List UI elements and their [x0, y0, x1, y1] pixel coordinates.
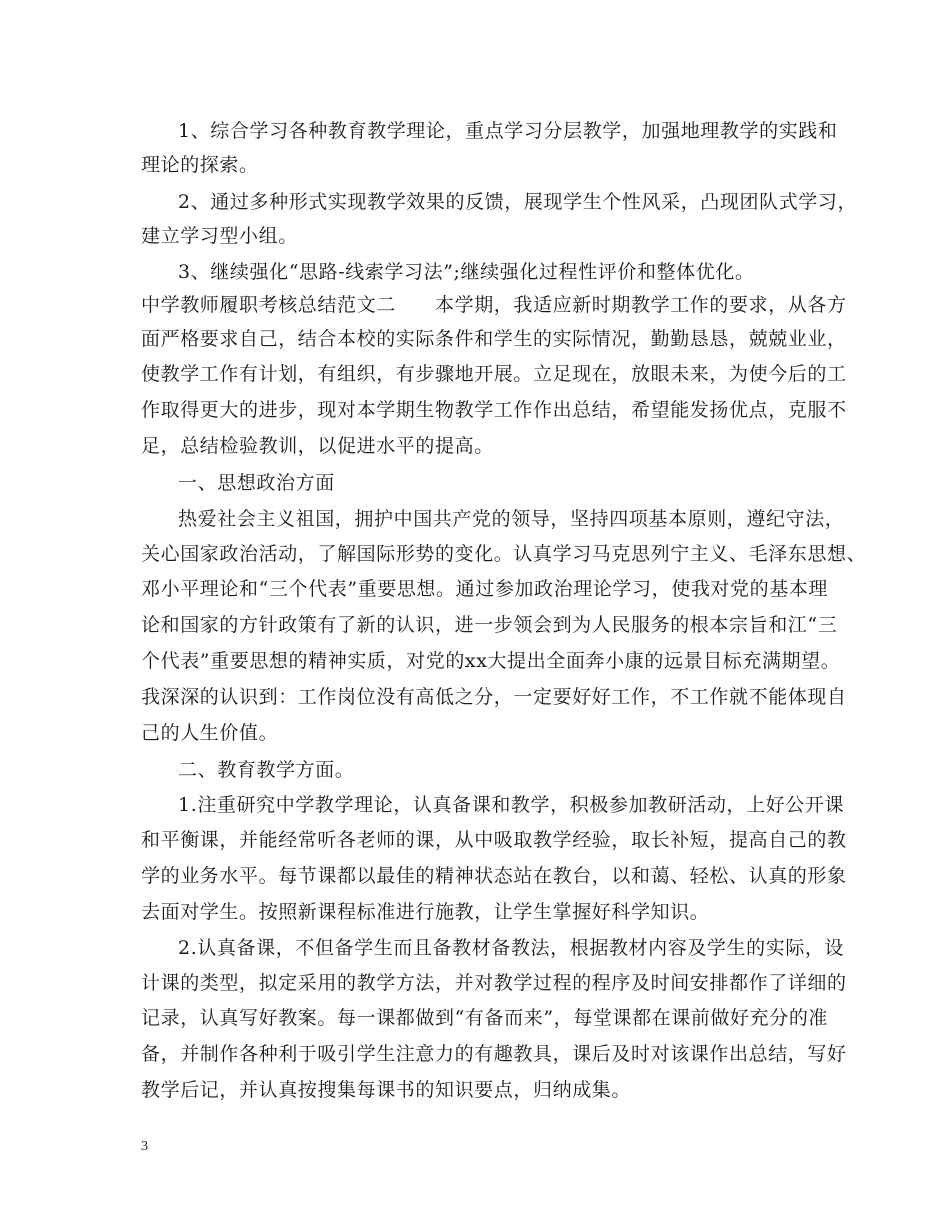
- text-line: 关心国家政治活动，了解国际形势的变化。认真学习马克思列宁主义、毛泽东思想、: [141, 543, 867, 565]
- text-line: 理论的探索。: [141, 154, 259, 176]
- text-line: 1、综合学习各种教育教学理论，重点学习分层教学，加强地理教学的实践和: [178, 120, 838, 142]
- text-line: 热爱社会主义祖国，拥护中国共产党的领导，坚持四项基本原则，遵纪守法，: [178, 508, 845, 530]
- text-line: 面严格要求自己，结合本校的实际条件和学生的实际情况，勤勤恳恳，兢兢业业，: [141, 328, 847, 350]
- text-line: 记录，认真写好教案。每一课都做到“有备而来”，每堂课都在课前做好充分的准: [141, 1007, 829, 1029]
- text-line: 计课的类型，拟定采用的教学方法，并对教学过程的程序及时间安排都作了详细的: [141, 972, 847, 994]
- text-line: 中学教师履职考核总结范文二 本学期，我适应新时期教学工作的要求，从各方: [141, 294, 847, 316]
- text-line: 2、通过多种形式实现教学效果的反馈，展现学生个性风采，凸现团队式学习，: [178, 191, 858, 213]
- text-line: 1.注重研究中学教学理论，认真备课和教学，积极参加教研活动，上好公开课: [178, 794, 845, 816]
- text-line: 论和国家的方针政策有了新的认识，进一步领会到为人民服务的根本宗旨和江“三: [141, 614, 838, 636]
- text-line: 使教学工作有计划，有组织，有步骤地开展。立足现在，放眼未来，为使今后的工: [141, 363, 847, 385]
- text-line: 学的业务水平。每节课都以最佳的精神状态站在教台，以和蔼、轻松、认真的形象: [141, 865, 847, 887]
- text-line: 3、继续强化“思路-线索学习法”;继续强化过程性评价和整体优化。: [178, 261, 755, 283]
- text-line: 己的人生价值。: [141, 722, 279, 744]
- text-line: 个代表”重要思想的精神实质，对党的xx大提出全面奔小康的远景目标充满期望。: [141, 650, 841, 672]
- text-line: 备，并制作各种利于吸引学生注意力的有趣教具，课后及时对该课作出总结，写好: [141, 1043, 847, 1065]
- text-line: 建立学习型小组。: [141, 225, 298, 247]
- text-line: 去面对学生。按照新课程标准进行施教，让学生掌握好科学知识。: [141, 901, 710, 923]
- page-number: 3: [141, 1139, 148, 1154]
- text-line: 我深深的认识到：工作岗位没有高低之分，一定要好好工作，不工作就不能体现自: [141, 686, 847, 708]
- text-line: 2.认真备课，不但备学生而且备教材备教法，根据教材内容及学生的实际，设: [178, 937, 845, 959]
- text-line: 作取得更大的进步，现对本学期生物教学工作作出总结，希望能发扬优点，克服不: [141, 399, 847, 421]
- text-line: 邓小平理论和“三个代表”重要思想。通过参加政治理论学习，使我对党的基本理: [141, 578, 829, 600]
- text-line: 和平衡课，并能经常听各老师的课，从中吸取教学经验，取长补短，提高自己的教: [141, 829, 847, 851]
- section-heading: 一、思想政治方面: [178, 472, 335, 494]
- section-heading: 二、教育教学方面。: [178, 759, 355, 781]
- text-line: 足，总结检验教训，以促进水平的提高。: [141, 435, 494, 457]
- text-line: 教学后记，并认真按搜集每课书的知识要点，归纳成集。: [141, 1079, 632, 1101]
